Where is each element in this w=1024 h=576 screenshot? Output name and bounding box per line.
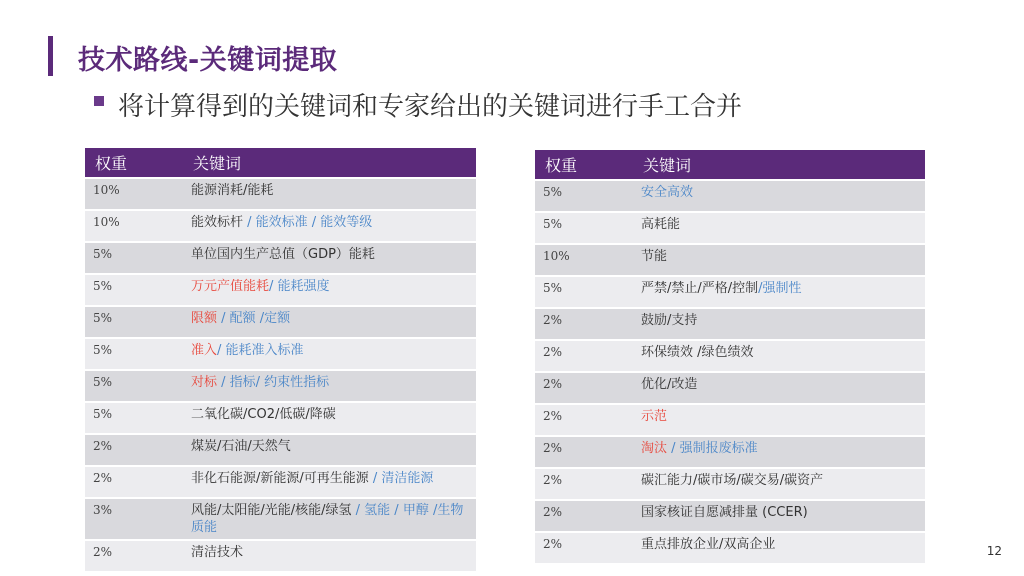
table-row: [85, 466, 476, 498]
keyword-text: 煤炭/石油/天然气: [191, 439, 291, 454]
table-row: [85, 498, 476, 540]
weight-cell: 5%: [85, 338, 183, 370]
weight-header: 权重: [85, 148, 183, 178]
weight-cell: 3%: [85, 498, 183, 540]
weight-cell: 2%: [535, 404, 633, 436]
slide-subtitle: 将计算得到的关键词和专家给出的关键词进行手工合并: [118, 92, 743, 122]
weight-cell: 2%: [535, 500, 633, 532]
keyword-text: 能效标杆: [191, 215, 244, 230]
weight-cell: 2%: [535, 532, 633, 563]
keyword-text: 环保绩效 /绿色绩效: [641, 345, 754, 360]
keyword-text: /强制性: [758, 281, 802, 296]
slide-title: 技术路线-关键词提取: [78, 45, 338, 76]
keyword-cell: [183, 306, 476, 338]
table-row: [85, 274, 476, 306]
keyword-cell: [183, 466, 476, 498]
table-row: [85, 338, 476, 370]
weight-cell: 2%: [85, 540, 183, 571]
keyword-text: 清洁技术: [191, 545, 244, 560]
keyword-text: 碳汇能力/碳市场/碳交易/碳资产: [641, 473, 824, 488]
keyword-text: 鼓励/支持: [641, 313, 698, 328]
keyword-text: 非化石能源/新能源/可再生能源: [191, 471, 369, 486]
keyword-cell: [183, 210, 476, 242]
keyword-text: / 氢能 / 甲醇 /生物质能: [191, 503, 464, 535]
keyword-cell: [633, 340, 925, 372]
keyword-cell: [183, 498, 476, 540]
keyword-text: / 清洁能源: [368, 471, 434, 486]
weight-header: 权重: [535, 150, 633, 180]
weight-cell: 2%: [535, 372, 633, 404]
weight-cell: 2%: [535, 308, 633, 340]
keyword-text: 风能/太阳能/光能/核能/绿氢: [191, 503, 352, 518]
keyword-cell: [183, 242, 476, 274]
keyword-cell: [183, 178, 476, 210]
keyword-cell: [633, 276, 925, 308]
weight-cell: 10%: [535, 244, 633, 276]
weight-cell: 5%: [85, 402, 183, 434]
table-row: [85, 434, 476, 466]
keyword-text: 能源消耗/能耗: [191, 183, 274, 198]
keyword-text: / 能耗强度: [269, 279, 330, 294]
keyword-cell: [183, 370, 476, 402]
keyword-text: / 配额 /定额: [217, 311, 291, 326]
table-row: [535, 180, 925, 212]
table-row: [85, 540, 476, 571]
weight-cell: 5%: [85, 274, 183, 306]
keyword-text: 淘汰: [641, 441, 668, 456]
weight-cell: 10%: [85, 210, 183, 242]
right-keyword-table: [535, 150, 925, 563]
bullet-square-icon: [94, 96, 104, 106]
weight-cell: 5%: [535, 180, 633, 212]
table-row: [535, 276, 925, 308]
keyword-header: 关键词: [633, 150, 925, 180]
keyword-cell: [633, 212, 925, 244]
table-row: [85, 306, 476, 338]
table-header-row: [535, 150, 925, 180]
keyword-cell: [633, 436, 925, 468]
keyword-cell: [633, 532, 925, 563]
keyword-text: 单位国内生产总值（GDP）能耗: [191, 247, 375, 262]
keyword-cell: [183, 402, 476, 434]
table-row: [535, 244, 925, 276]
table-row: [535, 212, 925, 244]
weight-cell: 5%: [85, 306, 183, 338]
keyword-cell: [183, 338, 476, 370]
keyword-text: 对标: [191, 375, 218, 390]
right-table-body: [535, 180, 925, 563]
keyword-cell: [633, 244, 925, 276]
keyword-cell: [183, 274, 476, 306]
keyword-text: / 指标/ 约束性指标: [217, 375, 330, 390]
table-row: [535, 532, 925, 563]
keyword-text: 准入: [191, 343, 218, 358]
weight-cell: 5%: [535, 212, 633, 244]
keyword-text: 高耗能: [641, 217, 681, 232]
weight-cell: 2%: [85, 434, 183, 466]
keyword-cell: [183, 434, 476, 466]
weight-cell: 2%: [535, 468, 633, 500]
keyword-text: 万元产值能耗: [191, 279, 270, 294]
weight-cell: 2%: [535, 340, 633, 372]
weight-cell: 10%: [85, 178, 183, 210]
keyword-cell: [183, 540, 476, 571]
weight-cell: 2%: [535, 436, 633, 468]
keyword-text: 二氧化碳/CO2/低碳/降碳: [191, 407, 336, 422]
keyword-text: 示范: [641, 409, 668, 424]
table-row: [535, 500, 925, 532]
table-row: [535, 372, 925, 404]
table-row: [85, 242, 476, 274]
weight-cell: 5%: [85, 370, 183, 402]
table-row: [535, 468, 925, 500]
keyword-cell: [633, 500, 925, 532]
table-row: [85, 210, 476, 242]
left-table-body: [85, 178, 476, 571]
keyword-text: / 强制报废标准: [667, 441, 758, 456]
table-row: [535, 340, 925, 372]
left-keyword-table: [85, 148, 476, 571]
keyword-cell: [633, 180, 925, 212]
weight-cell: 2%: [85, 466, 183, 498]
table-row: [535, 436, 925, 468]
keyword-text: 重点排放企业/双高企业: [641, 537, 776, 552]
keyword-text: 节能: [641, 249, 668, 264]
weight-cell: 5%: [85, 242, 183, 274]
weight-cell: 5%: [535, 276, 633, 308]
table-header-row: [85, 148, 476, 178]
table-row: [85, 178, 476, 210]
keyword-text: 限额: [191, 311, 218, 326]
keyword-cell: [633, 404, 925, 436]
keyword-cell: [633, 308, 925, 340]
keyword-text: 国家核证自愿减排量 (CCER): [641, 505, 808, 520]
keyword-text: / 能耗准入标准: [217, 343, 304, 358]
table-row: [535, 404, 925, 436]
keyword-cell: [633, 372, 925, 404]
keyword-text: 严禁/禁止/严格/控制: [641, 281, 759, 296]
table-row: [85, 370, 476, 402]
keyword-text: 优化/改造: [641, 377, 698, 392]
title-accent-bar: [48, 36, 53, 76]
table-row: [535, 308, 925, 340]
keyword-text: 安全高效: [641, 185, 694, 200]
page-number: 12: [986, 544, 1002, 558]
keyword-text: / 能效标准 / 能效等级: [243, 215, 373, 230]
table-row: [85, 402, 476, 434]
keyword-header: 关键词: [183, 148, 476, 178]
keyword-cell: [633, 468, 925, 500]
